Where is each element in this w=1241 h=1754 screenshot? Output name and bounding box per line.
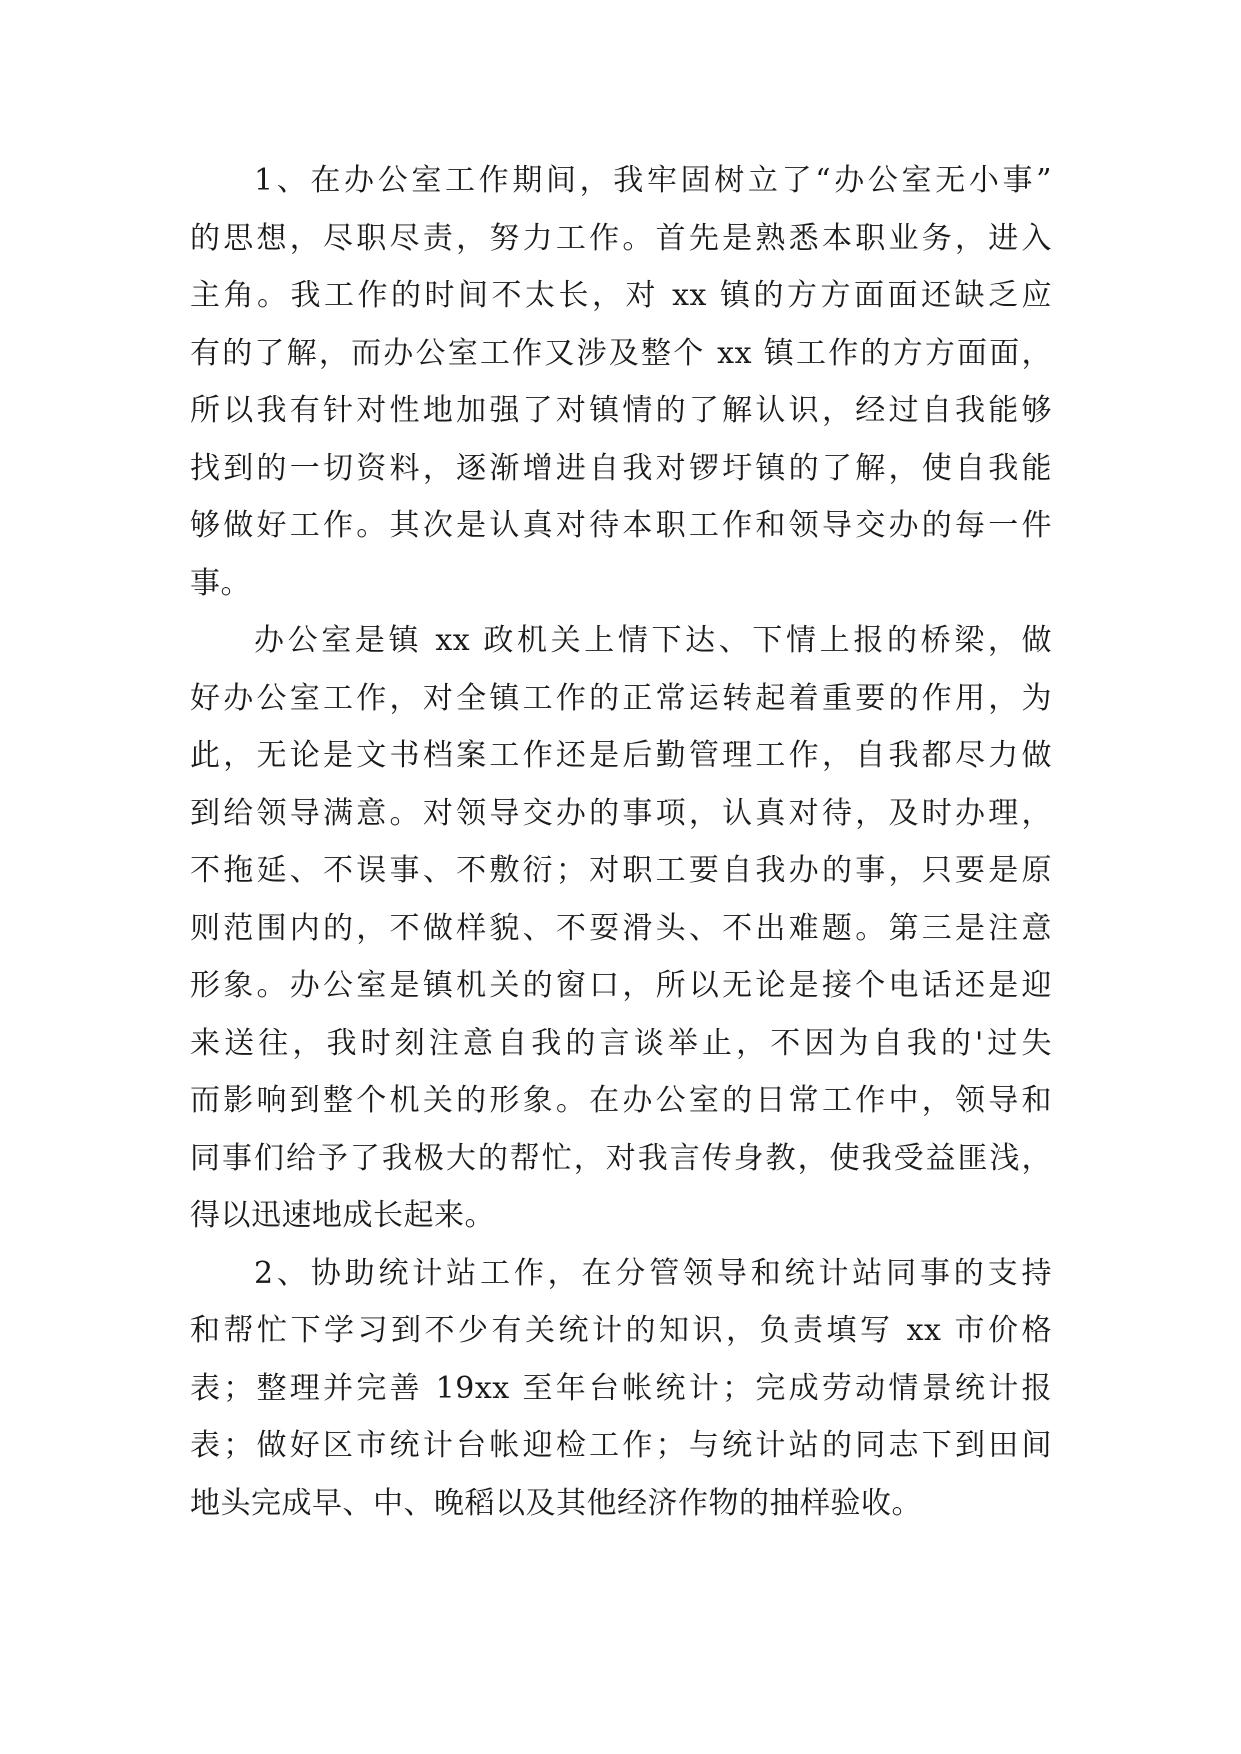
paragraph-line: 的思想，尽职尽责，努力工作。首先是熟悉本职业务，进入 (190, 220, 1052, 256)
paragraph-line: 形象。办公室是镇机关的窗口，所以无论是接个电话还是迎 (190, 968, 1052, 1003)
paragraph-line: 事。 (190, 565, 251, 601)
paragraph-line: 够做好工作。其次是认真对待本职工作和领导交办的每一件 (190, 508, 1052, 543)
paragraph-line: 表；做好区市统计台帐迎检工作；与统计站的同志下到田间 (190, 1428, 1052, 1463)
paragraph-2 (190, 612, 1052, 1245)
paragraph-line: 而影响到整个机关的形象。在办公室的日常工作中，领导和 (190, 1083, 1052, 1118)
paragraph-line: 所以我有针对性地加强了对镇情的了解认识，经过自我能够 (190, 393, 1052, 428)
paragraph-line: 到给领导满意。对领导交办的事项，认真对待，及时办理， (190, 795, 1052, 831)
paragraph-line: 主角。我工作的时间不太长，对 xx 镇的方方面面还缺乏应 (190, 278, 1052, 313)
paragraph-3 (190, 1245, 1052, 1533)
paragraph-line: 得以迅速地成长起来。 (190, 1198, 495, 1233)
paragraph-line: 找到的一切资料，逐渐增进自我对锣圩镇的了解，使自我能 (190, 450, 1052, 486)
paragraph-line: 来送往，我时刻注意自我的言谈举止，不因为自我的'过失 (190, 1025, 1052, 1061)
paragraph-line: 有的了解，而办公室工作又涉及整个 xx 镇工作的方方面面， (190, 335, 1052, 371)
document-body (190, 152, 1052, 1532)
paragraph-line: 同事们给予了我极大的帮忙，对我言传身教，使我受益匪浅， (190, 1140, 1052, 1176)
paragraph-line: 表；整理并完善 19xx 至年台帐统计；完成劳动情景统计报 (190, 1370, 1052, 1406)
paragraph-line: 和帮忙下学习到不少有关统计的知识，负责填写 xx 市价格 (190, 1313, 1052, 1348)
paragraph-line: 此，无论是文书档案工作还是后勤管理工作，自我都尽力做 (190, 738, 1052, 773)
paragraph-line: 1、在办公室工作期间，我牢固树立了“办公室无小事” (254, 163, 1052, 198)
paragraph-line: 不拖延、不误事、不敷衍；对职工要自我办的事，只要是原 (190, 853, 1052, 888)
paragraph-line: 2、协助统计站工作，在分管领导和统计站同事的支持 (254, 1255, 1052, 1291)
paragraph-line: 办公室是镇 xx 政机关上情下达、下情上报的桥梁，做 (254, 623, 1052, 658)
paragraph-line: 地头完成早、中、晚稻以及其他经济作物的抽样验收。 (190, 1485, 922, 1521)
paragraph-line: 好办公室工作，对全镇工作的正常运转起着重要的作用，为 (190, 680, 1052, 716)
paragraph-1 (190, 152, 1052, 612)
paragraph-line: 则范围内的，不做样貌、不耍滑头、不出难题。第三是注意 (190, 910, 1052, 946)
